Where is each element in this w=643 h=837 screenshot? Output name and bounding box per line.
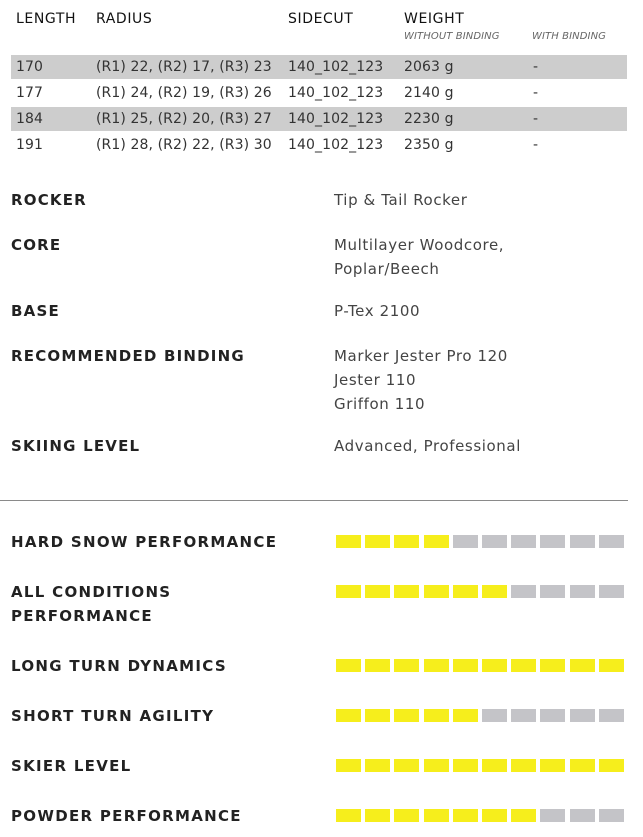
header-sidecut: SIDECUT: [288, 11, 354, 27]
rating-segment-filled: [394, 809, 419, 822]
rating-segment-filled: [424, 585, 449, 598]
spec-value-binding: [334, 344, 508, 416]
rating-segment-filled: [424, 809, 449, 822]
spec-value-core: [334, 233, 504, 281]
rating-segment-filled: [511, 809, 536, 822]
rating-label-line: PERFORMANCE: [11, 607, 153, 625]
rating-segment-filled: [365, 709, 390, 722]
cell-radius: (R1) 28, (R2) 22, (R3) 30: [96, 137, 272, 153]
rating-segment-filled: [336, 585, 361, 598]
rating-segment-filled: [453, 585, 478, 598]
rating-segment-empty: [540, 709, 565, 722]
rating-segment-filled: [570, 759, 595, 772]
rating-segment-filled: [365, 585, 390, 598]
rating-segment-filled: [453, 659, 478, 672]
spec-label-binding: RECOMMENDED BINDING: [11, 347, 245, 365]
rating-label-powder: POWDER PERFORMANCE: [11, 807, 242, 825]
rating-segment-filled: [365, 535, 390, 548]
spec-label-base: BASE: [11, 302, 60, 320]
header-radius: RADIUS: [96, 11, 153, 27]
rating-segment-filled: [424, 535, 449, 548]
cell-sidecut: 140_102_123: [288, 137, 384, 153]
rating-segment-filled: [453, 809, 478, 822]
table-row: [11, 133, 627, 157]
rating-bar-hard-snow: [336, 535, 628, 548]
rating-segment-filled: [394, 535, 419, 548]
rating-segment-filled: [336, 709, 361, 722]
rating-segment-filled: [394, 709, 419, 722]
rating-segment-empty: [453, 535, 478, 548]
rating-segment-empty: [599, 585, 624, 598]
rating-segment-filled: [540, 759, 565, 772]
cell-sidecut: 140_102_123: [288, 85, 384, 101]
rating-segment-empty: [540, 535, 565, 548]
header-without-binding: WITHOUT BINDING: [404, 31, 500, 42]
spec-line: Poplar/Beech: [334, 260, 440, 278]
section-divider: [0, 500, 628, 501]
rating-bar-powder: [336, 809, 628, 822]
rating-label-skier-level: SKIER LEVEL: [11, 757, 132, 775]
spec-line: Jester 110: [334, 371, 417, 389]
rating-segment-filled: [599, 659, 624, 672]
cell-length: 177: [16, 85, 44, 101]
rating-segment-filled: [424, 759, 449, 772]
rating-segment-filled: [365, 809, 390, 822]
spec-line: Griffon 110: [334, 395, 426, 413]
spec-line: P-Tex 2100: [334, 302, 421, 320]
rating-segment-empty: [482, 709, 507, 722]
table-row: [11, 81, 627, 105]
rating-segment-empty: [540, 809, 565, 822]
rating-segment-filled: [424, 709, 449, 722]
rating-segment-empty: [599, 709, 624, 722]
rating-label-short-turn: SHORT TURN AGILITY: [11, 707, 215, 725]
spec-value-skiing-level: [334, 434, 521, 458]
rating-segment-filled: [394, 585, 419, 598]
rating-bar-all-conditions: [336, 585, 628, 598]
cell-with-binding: -: [533, 137, 539, 153]
rating-label-long-turn: LONG TURN DYNAMICS: [11, 657, 227, 675]
rating-segment-filled: [336, 809, 361, 822]
rating-segment-empty: [511, 585, 536, 598]
rating-segment-filled: [336, 759, 361, 772]
rating-segment-filled: [336, 659, 361, 672]
rating-segment-filled: [394, 659, 419, 672]
rating-segment-empty: [570, 535, 595, 548]
spec-label-skiing-level: SKIING LEVEL: [11, 437, 141, 455]
rating-segment-empty: [599, 535, 624, 548]
spec-line: Marker Jester Pro 120: [334, 347, 508, 365]
cell-length: 191: [16, 137, 44, 153]
cell-radius: (R1) 24, (R2) 19, (R3) 26: [96, 85, 272, 101]
rating-segment-empty: [599, 809, 624, 822]
rating-bar-short-turn: [336, 709, 628, 722]
rating-segment-empty: [511, 535, 536, 548]
rating-segment-empty: [540, 585, 565, 598]
rating-segment-filled: [394, 759, 419, 772]
spec-line: Tip & Tail Rocker: [334, 191, 468, 209]
rating-segment-filled: [336, 535, 361, 548]
cell-sidecut: 140_102_123: [288, 59, 384, 75]
rating-segment-filled: [540, 659, 565, 672]
rating-segment-empty: [570, 709, 595, 722]
rating-segment-filled: [599, 759, 624, 772]
rating-segment-filled: [482, 809, 507, 822]
rating-segment-filled: [511, 659, 536, 672]
cell-weight: 2063 g: [404, 59, 454, 75]
rating-segment-empty: [570, 809, 595, 822]
table-row: [11, 107, 627, 131]
rating-bar-long-turn: [336, 659, 628, 672]
rating-segment-filled: [570, 659, 595, 672]
spec-line: Advanced, Professional: [334, 437, 521, 455]
cell-with-binding: -: [533, 59, 539, 75]
spec-line: Multilayer Woodcore,: [334, 236, 505, 254]
cell-with-binding: -: [533, 111, 539, 127]
rating-segment-filled: [482, 759, 507, 772]
rating-segment-filled: [482, 585, 507, 598]
rating-segment-filled: [424, 659, 449, 672]
cell-radius: (R1) 25, (R2) 20, (R3) 27: [96, 111, 272, 127]
spec-label-core: CORE: [11, 236, 62, 254]
rating-bar-skier-level: [336, 759, 628, 772]
rating-segment-filled: [511, 759, 536, 772]
rating-segment-empty: [570, 585, 595, 598]
cell-weight: 2230 g: [404, 111, 454, 127]
spec-value-rocker: [334, 188, 468, 212]
rating-segment-filled: [365, 759, 390, 772]
rating-segment-filled: [453, 759, 478, 772]
header-weight: WEIGHT: [404, 11, 465, 27]
cell-radius: (R1) 22, (R2) 17, (R3) 23: [96, 59, 272, 75]
header-with-binding: WITH BINDING: [532, 31, 607, 42]
cell-weight: 2140 g: [404, 85, 454, 101]
cell-length: 170: [16, 59, 44, 75]
table-row: [11, 55, 627, 79]
rating-label-hard-snow: HARD SNOW PERFORMANCE: [11, 533, 278, 551]
cell-sidecut: 140_102_123: [288, 111, 384, 127]
spec-label-rocker: ROCKER: [11, 191, 87, 209]
cell-with-binding: -: [533, 85, 539, 101]
rating-label-line: ALL CONDITIONS: [11, 583, 172, 601]
cell-weight: 2350 g: [404, 137, 454, 153]
cell-length: 184: [16, 111, 44, 127]
rating-segment-filled: [482, 659, 507, 672]
rating-segment-empty: [511, 709, 536, 722]
rating-segment-filled: [365, 659, 390, 672]
rating-label-all-conditions: [11, 580, 171, 628]
header-length: LENGTH: [16, 11, 77, 27]
rating-segment-empty: [482, 535, 507, 548]
rating-segment-filled: [453, 709, 478, 722]
spec-value-base: [334, 299, 420, 323]
